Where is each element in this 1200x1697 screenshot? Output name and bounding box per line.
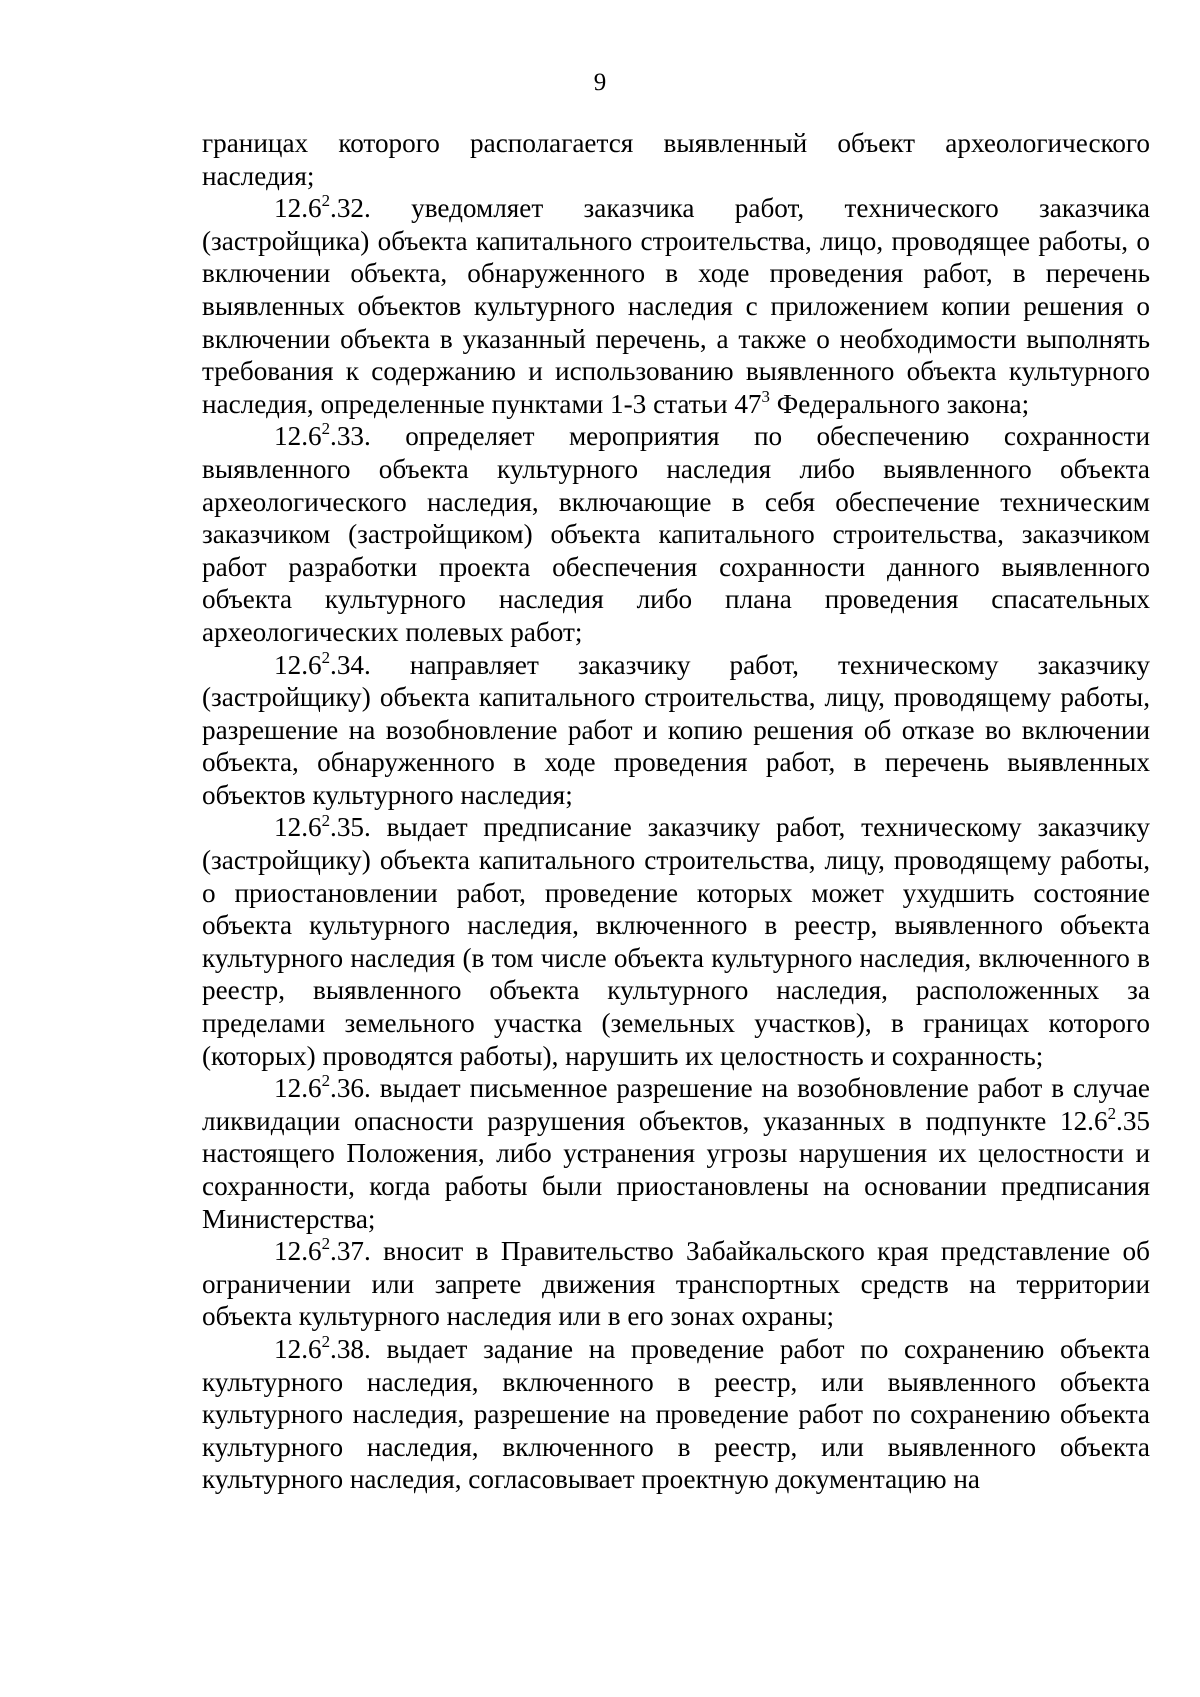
paragraph-text-after: Федерального закона;	[769, 388, 1030, 419]
paragraph-text: вносит в Правительство Забайкальского края представление об ограничении или запрете движения транспортных средств на территории объекта культурного наследия или в его зонах охраны;	[202, 1236, 1150, 1332]
paragraph-12-6-2-35	[202, 811, 1150, 1072]
paragraph-text: выдает задание на проведение работ по сохранению объекта культурного наследия, включенного в реестр, или выявленного объекта культурного наследия, разрешение на проведение работ по сохранению объекта культурного наследия, включенного в реестр, или выявленного объекта культурного наследия, согласовывает проектную документацию на	[202, 1333, 1150, 1495]
paragraph-12-6-2-33	[202, 420, 1150, 648]
clause-number: 12.6$^2$.33.	[274, 419, 371, 452]
clause-number: 12.6$^2$.32.	[274, 191, 371, 224]
paragraph-12-6-2-36	[202, 1072, 1150, 1235]
paragraph-text: направляет заказчику работ, техническому заказчику (застройщику) объекта капитального строительства, лицу, проводящему работы, разрешение на возобновление работ и копию решения об отказе во включении объекта, обнаруженного в ходе проведения работ, в перечень выявленных объектов культурного наследия;	[202, 649, 1150, 810]
paragraph-12-6-2-32	[202, 192, 1150, 420]
paragraph-text: выдает письменное разрешение на возобновление работ в случае ликвидации опасности разрушения объектов, указанных в подпункте 12.6	[202, 1073, 1150, 1136]
paragraph-12-6-2-37	[202, 1235, 1150, 1333]
clause-number: 12.6$^2$.38.	[274, 1332, 371, 1364]
clause-number: 12.6$^2$.37.	[274, 1234, 371, 1267]
clause-number: 12.6$^2$.36.	[274, 1071, 371, 1104]
paragraph-text: определяет мероприятия по обеспечению сохранности выявленного объекта культурного наследия либо выявленного объекта археологического наследия, включающие в себя обеспечение техническим заказчиком (застройщиком) объекта капитального строительства, заказчиком работ разработки проекта обеспечения сохранности данного выявленного объекта культурного наследия либо плана проведения спасательных археологических полевых работ;	[202, 421, 1150, 647]
paragraph-text-after: .35 настоящего Положения, либо устранения угрозы нарушения их целостности и сохранности, когда работы были приостановлены на основании предписания Министерства;	[202, 1105, 1150, 1234]
document-body	[202, 127, 1150, 1496]
paragraph-12-6-2-38	[202, 1333, 1150, 1496]
paragraph-continuation	[202, 127, 1150, 192]
clause-number: 12.6$^2$.34.	[274, 647, 371, 680]
reference-superscript: 2	[1107, 1103, 1117, 1123]
paragraph-text: выдает предписание заказчику работ, техническому заказчику (застройщику) объекта капитального строительства, лицу, проводящему работы, о приостановлении работ, проведение которых может ухудшить состояние объекта культурного наследия, включенного в реестр, выявленного объекта культурного наследия (в том числе объекта культурного наследия, включенного в реестр, выявленного объекта культурного наследия, расположенных за пределами земельного участка (земельных участков), в границах которого (которых) проводятся работы), нарушить их целостность и сохранность;	[202, 812, 1150, 1071]
page-number: 9	[593, 69, 607, 96]
clause-number: 12.6$^2$.35.	[274, 810, 371, 843]
paragraph-text: уведомляет заказчика работ, технического заказчика (застройщика) объекта капитального строительства, лицо, проводящее работы, о включении объекта, обнаруженного в ходе проведения работ, в перечень выявленных объектов культурного наследия с приложением копии решения о включении объекта в указанный перечень, а также о необходимости выполнять требования к содержанию и использованию выявленного объекта культурного наследия, определенные пунктами 1-3 статьи 47	[202, 193, 1150, 419]
article-superscript: 3	[761, 386, 770, 406]
paragraph-text: границах которого располагается выявленный объект археологического наследия;	[202, 128, 1150, 191]
paragraph-12-6-2-34	[202, 649, 1150, 812]
